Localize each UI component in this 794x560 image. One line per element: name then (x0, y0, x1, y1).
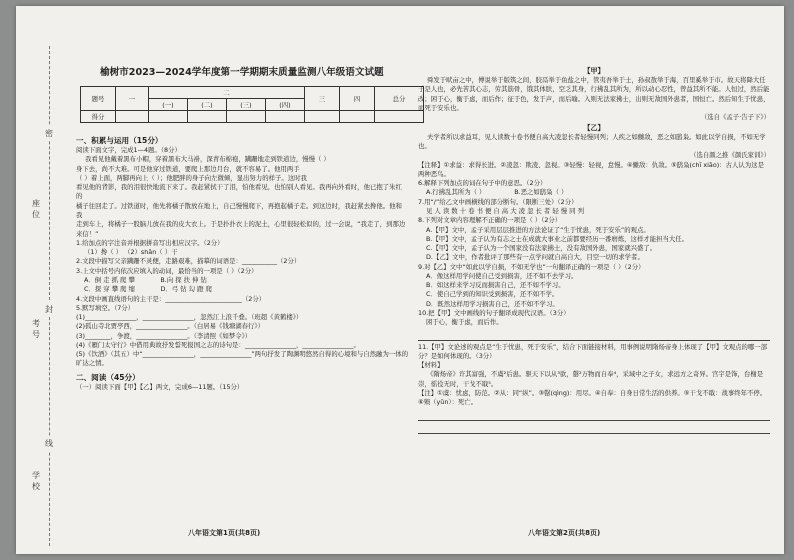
exam-page (16, 6, 784, 554)
question-3-options-cd (76, 285, 408, 294)
left-column (76, 132, 408, 392)
question-8: 8.下列对文章内容理解不正确的一项是（ ）（2分） (418, 216, 562, 225)
right-column (418, 66, 770, 436)
question-6-option-b: B.恶之如鸱枭（ ） (514, 188, 568, 197)
reading-para-line: （ ）着上面，两脚再向上（ ）；他肥胖的身子向左微倾，显出努力的样子。这时我 (76, 173, 307, 182)
question-1: 1.给加点的字注音并根据拼音写出相应汉字。（2分） (76, 238, 224, 247)
gutter-school-label: 学校 (32, 468, 42, 494)
score-sub-4: (四) (266, 99, 305, 111)
score-col-1: 一 (116, 87, 149, 111)
question-8-option-b: B.【甲】文中，孟子认为有志之士在成就大事业之前都要经历一番磨炼，这样才能担当大任。 (426, 234, 689, 243)
score-label-question: 题号 (81, 87, 116, 111)
score-col-3: 三 (305, 87, 340, 111)
reading-para-line: 我看见他戴着黑布小帽，穿着黑布大马褂，深青布棉袍，蹒跚地走到铁道边，慢慢（ ） (84, 155, 330, 164)
question-6-option-a: A.行拂乱其所为（ ） (426, 188, 483, 197)
reading-para-line: 橘子往回走了。过铁道时，他先将橘子散放在地上，自己慢慢爬下，再抱起橘子走。到这边时，我赶紧去搀他。他和我 (76, 201, 402, 219)
gutter-seat-label: 座位 (32, 196, 42, 222)
question-3: 3.上文中括号内依次应填入的动词，最恰当的一项是（ ）（2分） (76, 266, 258, 275)
gutter-secret-label: 密 (45, 126, 53, 141)
question-9-option-b: B．如这样来学习反而损害自己，还不如不学习。 (426, 281, 565, 290)
passage-jia-text: 舜发于畎亩之中，傅说举于版筑之间，胶鬲举于鱼盐之中，管夷吾举于士，孙叔敖举于海，百里奚举于市。故天将降大任于是人也，必先苦其心志，劳其筋骨，饿其体肤，空乏其身，行拂乱其所为，所以动心忍性，曾益其所不能。人恒过，然后能改；困于心，衡于虑，而后作；征于色，发于声，而后喻。入则无法家拂士，出则无敌国外患者，国恒亡。然后知生于忧患，而死于安乐也。 (418, 76, 770, 112)
question-8-option-a: A.【甲】文中，孟子采用层层推进的方法论证了“生于忧患，死于安乐”的观点。 (426, 225, 650, 234)
score-col-4: 四 (340, 87, 375, 111)
question-7-text: 见 人 读 数 十 卷 书 便 自 高 大 凌 忽 长 者 轻 慢 同 列 (426, 206, 584, 215)
material-text: 《隋炀帝》许其富强，不虞²后患。驱天下以从³欲，罄²万物而自奉⁴，采域中之子女，求远方之奇异。宫宇是饰，台榭是崇，徭役无时，干戈不戢⁵。 (418, 370, 764, 388)
answer-line (418, 423, 770, 434)
question-5-2: (2)孤山寺北贾亭西，________________。（白居易《钱塘湖春行》） (76, 322, 264, 331)
score-table (80, 86, 424, 123)
score-sub-3: (三) (227, 99, 266, 111)
page-1-footer: 八年语文第1页(共8页) (188, 529, 261, 537)
question-3-option-d: D．弓 钻 勾 蹬 爬 (160, 285, 212, 294)
question-11: 11.【甲】文论述的观点是“生于忧患，死于安乐”，结合下面链接材料，用事例说明隋炀帝身上体现了【甲】文观点的哪一部分？是如何体现的。（3分） (418, 342, 768, 360)
question-6: 6.解释下列加点的词在句子中的意思。（2分） (418, 179, 547, 188)
section-2-heading: 二、阅读（45分） (76, 372, 140, 382)
question-7: 7.用“/”给乙文中画横线的部分断句。（限断三处）（2分） (418, 197, 578, 206)
gutter-exam-no-label: 考号 (32, 316, 42, 342)
question-3-option-b: B.向 探 扶 伸 钻 (160, 275, 207, 284)
score-cell (149, 111, 188, 123)
material-notes: 【注】①虞：忧虑，防范。②从：同“纵”。③罄(qìng)：用尽。④自奉：自身日常生活的供养。⑤干戈不戢：战事终年不停。⑥殒（yǔn）：死亡。 (418, 389, 767, 407)
passage-yi-source: （选自颜之推《颜氏家训》） (690, 151, 770, 160)
reading-para-line: 看见他的背影，我的泪很快地流下来了。我赶紧拭干了泪，怕他看见，也怕别人看见。我再向外看时，他已抱了朱红的 (76, 183, 402, 201)
gutter-seal-label: 封 (45, 302, 53, 317)
score-col-2: 二 (149, 87, 305, 99)
question-5-5: (5)《饮酒》（其五）中“________________，________________”两句抒发了陶渊明悠然自得的心境和与自然融为一体的旷达之情。 (76, 350, 409, 368)
score-cell (305, 111, 340, 123)
page-2-footer: 八年语文第2页(共8页) (528, 529, 601, 537)
question-3-options-ab (76, 276, 408, 285)
material-label: 【材料】 (418, 361, 444, 370)
question-5: 5.默写填空。（7分） (76, 303, 135, 312)
passage-yi-label: 【乙】 (583, 123, 605, 132)
binding-dashed-line (49, 46, 50, 546)
passage-yi-text: 夫学者所以求益耳，见人读数十卷书便自高大凌忽长者轻慢同列；人疾之如雠敌，恶之如鸱枭。如此以学自损，不如无学也。 (418, 132, 766, 150)
reading-para-line: 走到车上，将橘子一股脑儿放在我的皮大衣上。于是扑扑衣上的泥土，心里很轻松似的，过一会说，“我走了，到那边来信！” (76, 220, 406, 238)
score-label-score: 得分 (81, 111, 116, 123)
question-8-option-d: D.【乙】文中，作者批评了那些有一点学问就自高自大，目空一切的求学者。 (426, 253, 644, 262)
question-10-text: 困于心，衡于虑，而后作。 (426, 318, 503, 327)
question-5-1: (1)________________，________________，忽然江上浪千叠。（班超《黄鹤楼》） (76, 313, 303, 322)
section-1-heading: 一、积累与运用（15分） (76, 136, 163, 145)
score-cell (375, 111, 424, 123)
question-9-option-a: A．像这样用学问使自己受到损害，还不如不去学习。 (426, 271, 578, 280)
score-sub-2: (二) (188, 99, 227, 111)
question-1-items: （1）搀（ ） （2）shān（ ）干 (84, 248, 178, 257)
score-cell (116, 111, 149, 123)
passage-notes: 【注释】①求益：求得长进。②凌忽：欺凌、忽视。③轻慢：轻视，怠慢。④雠敌：仇敌。⑤鸱枭(chī xiāo)：古人认为这是两种恶鸟。 (418, 160, 764, 178)
question-5-3: (3)________，争渡，________________。（李清照《如梦令》） (76, 331, 252, 340)
question-4: 4.文段中画直线语句的主干是：________________________（2分） (76, 294, 266, 303)
answer-line (418, 330, 770, 341)
reading-para-line: 身下去，尚不大难。可是他穿过铁道，要爬上那边月台，就不容易了。他用两手 (76, 164, 300, 173)
question-intro: 阅读下面文字，完成1—4题。（8分） (76, 146, 181, 154)
question-9-option-c: C．使自己学到的知识受到损害，还不如不学。 (426, 290, 559, 299)
score-total: 总分 (375, 87, 424, 111)
question-8-option-c: C.【甲】文中，孟子认为一个国家没有法家拂士，没有敌国外患，国家就兴盛了。 (426, 244, 657, 253)
question-3-option-a: A．倒 走 抓 爬 攀 (84, 275, 135, 284)
question-5-4: (4)《雁门太守行》中借用典故抒发誓死报国之志的诗句是：________________，________________。 (76, 340, 360, 349)
question-9-option-d: D．既然这样用学习损害自己，还不如不学习。 (426, 299, 559, 308)
gutter-line-label: 线 (45, 436, 53, 451)
question-2: 2.文段中描写父亲蹒跚不灵便，走路艰难，描摹的词语是：___________（2分） (76, 257, 301, 266)
exam-title: 榆树市2023—2024学年度第一学期期末质量监测八年级语文试题 (100, 67, 384, 78)
sub-section-1: （一）阅读下面【甲】【乙】两文，完成6—11题。（15分） (76, 382, 244, 391)
question-9: 9.对【乙】文中“如此以学自损，不如无学也”一句翻译正确的一项是（ ）（2分） (418, 262, 645, 271)
question-6-options (418, 188, 770, 197)
passage-jia-source: （选自《孟子·告子下》） (700, 113, 770, 122)
binding-gutter (16, 6, 74, 554)
passage-jia-label: 【甲】 (583, 67, 605, 75)
score-cell (227, 111, 266, 123)
score-cell (340, 111, 375, 123)
answer-line (418, 410, 770, 421)
score-sub-1: (一) (149, 99, 188, 111)
score-cell (266, 111, 305, 123)
question-3-option-c: C．探 穿 攀 爬 缩 (84, 285, 135, 294)
score-cell (188, 111, 227, 123)
question-10: 10.把【甲】文中画线的句子翻译成现代汉语。（3分） (418, 309, 570, 318)
